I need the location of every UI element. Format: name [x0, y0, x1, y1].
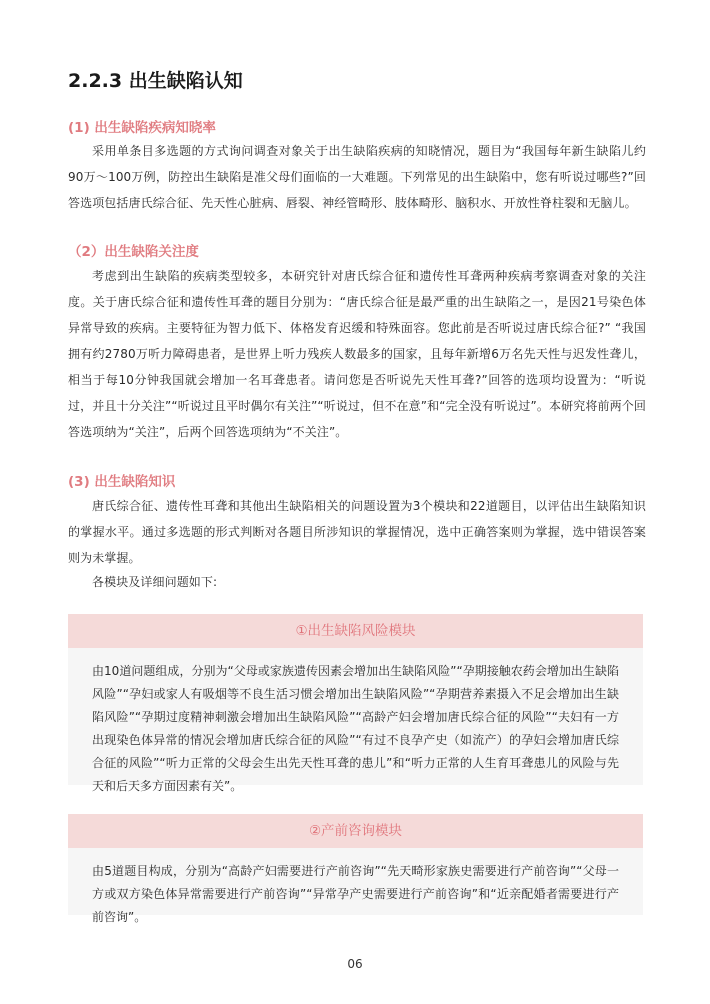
subsection-heading-1: (1) 出生缺陷疾病知晓率 — [68, 120, 216, 136]
paragraph-knowledge: 唐氏综合征、遗传性耳聋和其他出生缺陷相关的问题设置为3个模块和22道题目，以评估出生缺陷知识的掌握水平。通过多选题的形式判断对各题目所涉知识的掌握情况，选中正确答案则为掌握，选中错误答案则为未掌握。 — [68, 499, 646, 565]
page-number: 06 — [347, 957, 363, 971]
paragraph-attention: 考虑到出生缺陷的疾病类型较多，本研究针对唐氏综合征和遗传性耳聋两种疾病考察调查对象的关注度。关于唐氏综合征和遗传性耳聋的题目分别为：“唐氏综合征是最严重的出生缺陷之一，是因21号染色体异常导致的疾病。主要特征为智力低下、体格发育迟缓和特殊面容。您此前是否听说过唐氏综合征?” “我国拥有约2780万听力障碍患者，是世界上听力残疾人数最多的国家，且每年新增6万名先天性与迟发性聋儿，相当于每10分钟我国就会增加一名耳聋患者。请问您是否听说先天性耳聋?”回答的选项均设置为：“听说过，并且十分关注”“听说过且平时偶尔有关注”“听说过，但不在意”和“完全没有听说过”。本研究将前两个回答选项纳为“关注”，后两个回答选项纳为“不关注”。 — [68, 269, 646, 439]
subsection-heading-2: （2）出生缺陷关注度 — [68, 244, 199, 260]
subsection-heading-3: (3) 出生缺陷知识 — [68, 474, 176, 490]
module-2-panel — [68, 848, 643, 924]
paragraph-modules-intro: 各模块及详细问题如下: — [92, 575, 218, 589]
module-1-header: ①出生缺陷风险模块 — [68, 614, 643, 648]
paragraph-awareness: 采用单条目多选题的方式询问调查对象关于出生缺陷疾病的知晓情况，题目为“我国每年新生缺陷儿约90万～100万例，防控出生缺陷是准父母们面临的一大难题。下列常见的出生缺陷中，您有听说过哪些?”回答选项包括唐氏综合征、先天性心脏病、唇裂、神经管畸形、肢体畸形、脑积水、开放性脊柱裂和无脑儿。 — [68, 144, 646, 210]
module-2-text: 由5道题目构成，分别为“高龄产妇需要进行产前咨询”“先天畸形家族史需要进行产前咨询”“父母一方或双方染色体异常需要进行产前咨询”“异常孕产史需要进行产前咨询”和“近亲配婚者需要进行产前咨询”。 — [92, 864, 619, 924]
module-2-header: ②产前咨询模块 — [68, 814, 643, 848]
module-1-panel — [68, 648, 643, 793]
module-1-text: 由10道问题组成，分别为“父母或家族遗传因素会增加出生缺陷风险”“孕期接触农药会增加出生缺陷风险”“孕妇或家人有吸烟等不良生活习惯会增加出生缺陷风险”“孕期营养素摄入不足会增加出生缺陷风险”“孕期过度精神刺激会增加出生缺陷风险”“高龄产妇会增加唐氏综合征的风险”“夫妇有一方出现染色体异常的情况会增加唐氏综合征的风险”“有过不良孕产史（如流产）的孕妇会增加唐氏综合征的风险”“听力正常的父母会生出先天性耳聋的患儿”和“听力正常的人生育耳聋患儿的风险与先天和后天多方面因素有关”。 — [92, 664, 619, 793]
section-title: 2.2.3 出生缺陷认知 — [68, 70, 243, 92]
